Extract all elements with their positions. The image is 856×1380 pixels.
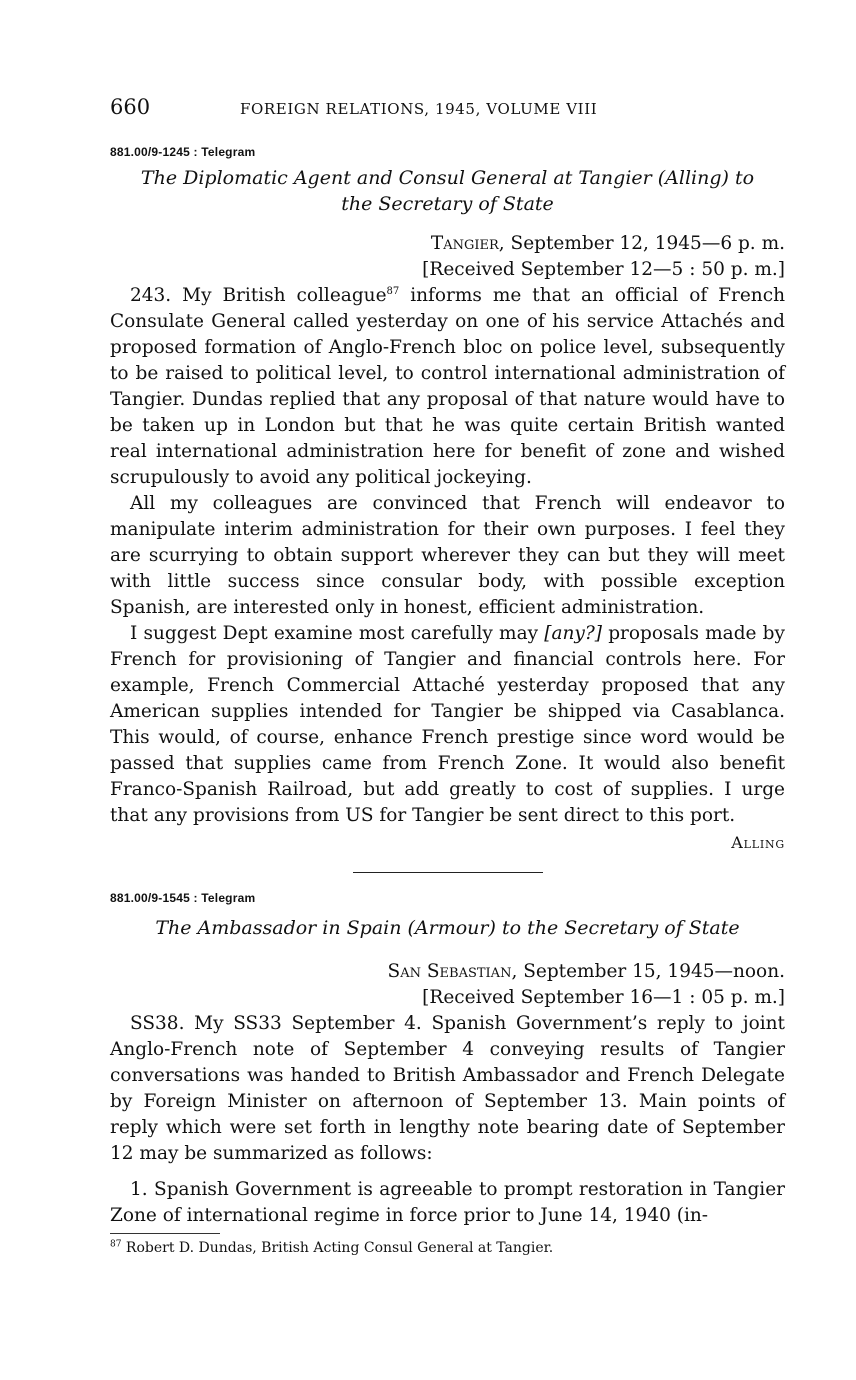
document-title: The Ambassador in Spain (Armour) to the Secretary of State — [155, 917, 740, 939]
footnote-mark: 87 — [110, 1239, 122, 1250]
document-title: The Diplomatic Agent and Consul General at Tangier (Alling) to the Secretary of State — [140, 167, 755, 215]
footnote-reference[interactable]: 87 — [386, 285, 400, 297]
paragraph-text: 243. My British colleague — [130, 285, 387, 306]
dateline-place: San Sebastian — [387, 961, 512, 982]
footnote-divider — [110, 1233, 220, 1234]
page-number: 660 — [110, 95, 151, 119]
dateline-place: Tangier — [430, 233, 499, 254]
paragraph — [110, 621, 785, 829]
dateline-date: , September 15, 1945—noon. — [511, 961, 785, 982]
paragraph-text: proposals made by French for provisioning of Tangier and financial controls here. For example, French Commercial Attaché yesterday proposed that any American supplies intended for Tangier be shipped via Casablanca. This would, of course, enhance French prestige since word would be passed that supplies came from French Zone. It would also benefit Franco-Spanish Railroad, but add greatly to cost of supplies. I urge that any provisions from US for Tangier be sent direct to this port. — [110, 623, 785, 826]
paragraph-text: I suggest Dept examine most carefully may — [130, 623, 545, 644]
page — [110, 95, 785, 1256]
file-reference: 881.00/9-1245 : Telegram — [110, 145, 256, 159]
paragraph — [110, 283, 785, 491]
file-reference: 881.00/9-1545 : Telegram — [110, 891, 256, 905]
section-divider — [353, 872, 543, 873]
dateline — [110, 959, 785, 985]
received-line: [Received September 16—1 : 05 p. m.] — [422, 987, 785, 1008]
list-item: 1. Spanish Government is agreeable to prompt restoration in Tangier Zone of international regime in force prior to June 14, 1940 (in- — [110, 1179, 785, 1226]
dateline-date: , September 12, 1945—6 p. m. — [498, 233, 785, 254]
paragraph: All my colleagues are convinced that French will endeavor to manipulate interim administration for their own purposes. I feel they are scurrying to obtain support wherever they can but they will meet with little success since consular body, with possible exception Spanish, are interested only in honest, efficient administration. — [110, 493, 785, 618]
editorial-insertion: [any?] — [544, 623, 603, 644]
document-1 — [110, 145, 785, 852]
signature: Alling — [731, 833, 785, 852]
received-line: [Received September 12—5 : 50 p. m.] — [422, 259, 785, 280]
footnote — [110, 1240, 785, 1256]
paragraph: SS38. My SS33 September 4. Spanish Government’s reply to joint Anglo-French note of September 4 conveying results of Tangier conversations was handed to British Ambassador and French Delegate by Foreign Minister on afternoon of September 13. Main points of reply which were set forth in lengthy note bearing date of September 12 may be summarized as follows: — [110, 1013, 785, 1164]
paragraph-text: informs me that an official of French Consulate General called yesterday on one of his service Attachés and proposed formation of Anglo-French bloc on police level, subsequently to be raised to political level, to control international administration of Tangier. Dundas replied that any proposal of that nature would have to be taken up in London but that he was quite certain British wanted real international administration here for benefit of zone and wished scrupulously to avoid any political jockeying. — [110, 285, 785, 488]
document-2 — [110, 891, 785, 1229]
running-head — [110, 95, 785, 131]
running-title: FOREIGN RELATIONS, 1945, VOLUME VIII — [240, 100, 598, 118]
footnote-text: Robert D. Dundas, British Acting Consul General at Tangier. — [121, 1240, 554, 1256]
dateline — [110, 231, 785, 257]
